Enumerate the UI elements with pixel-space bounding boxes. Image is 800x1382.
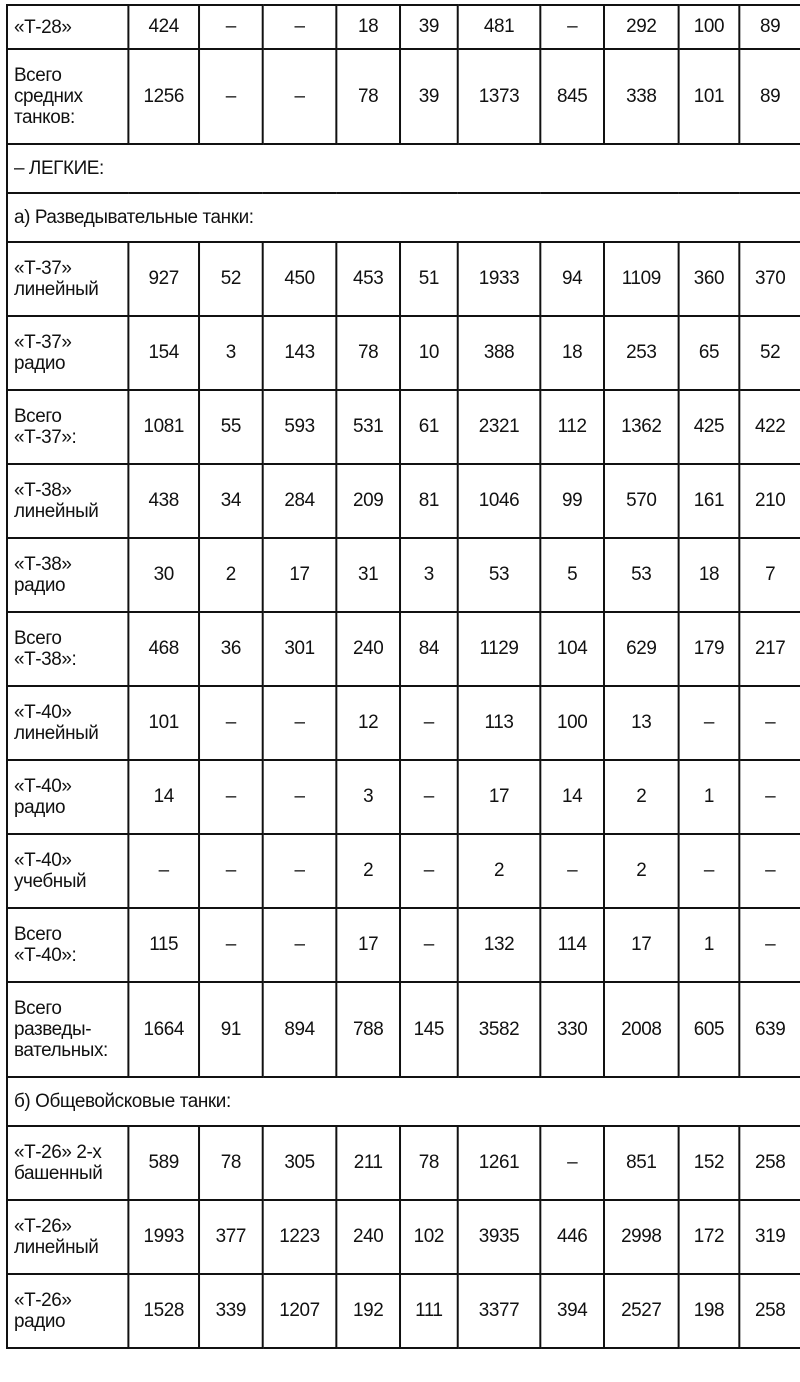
table-cell: 210: [739, 464, 800, 538]
table-cell: 209: [336, 464, 400, 538]
table-cell: 481: [458, 5, 541, 49]
table-cell: –: [199, 49, 263, 144]
table-cell: 132: [458, 908, 541, 982]
row-label: «Т-28»: [7, 5, 128, 49]
table-cell: 172: [679, 1200, 740, 1274]
table-cell: 1664: [128, 982, 199, 1077]
table-cell: 360: [679, 242, 740, 316]
row-label: «Т-40» радио: [7, 760, 128, 834]
table-cell: 2: [604, 834, 679, 908]
table-cell: 145: [400, 982, 458, 1077]
table-cell: –: [400, 834, 458, 908]
table-body: [7, 5, 800, 1348]
table-cell: 14: [540, 760, 604, 834]
table-cell: –: [199, 760, 263, 834]
table-cell: 84: [400, 612, 458, 686]
table-cell: –: [739, 760, 800, 834]
table-row: [7, 834, 800, 908]
table-row: [7, 612, 800, 686]
table-cell: –: [679, 686, 740, 760]
table-cell: 1362: [604, 390, 679, 464]
table-cell: 788: [336, 982, 400, 1077]
table-cell: 102: [400, 1200, 458, 1274]
row-label: «Т-38» линейный: [7, 464, 128, 538]
table-cell: 1129: [458, 612, 541, 686]
table-cell: 1207: [263, 1274, 337, 1348]
table-cell: –: [400, 760, 458, 834]
table-cell: 2321: [458, 390, 541, 464]
table-cell: 639: [739, 982, 800, 1077]
table-cell: 1046: [458, 464, 541, 538]
table-cell: 179: [679, 612, 740, 686]
table-cell: 14: [128, 760, 199, 834]
table-cell: 1373: [458, 49, 541, 144]
table-cell: 36: [199, 612, 263, 686]
table-cell: 1: [679, 908, 740, 982]
table-cell: 101: [679, 49, 740, 144]
row-label: Всего «Т-37»:: [7, 390, 128, 464]
table-cell: 338: [604, 49, 679, 144]
table-cell: 319: [739, 1200, 800, 1274]
row-label: Всего средних танков:: [7, 49, 128, 144]
table-cell: 1109: [604, 242, 679, 316]
table-row: [7, 316, 800, 390]
table-cell: –: [263, 760, 337, 834]
table-cell: 253: [604, 316, 679, 390]
table-cell: 12: [336, 686, 400, 760]
table-cell: 17: [336, 908, 400, 982]
table-cell: 531: [336, 390, 400, 464]
table-cell: 5: [540, 538, 604, 612]
table-cell: –: [199, 908, 263, 982]
table-cell: 94: [540, 242, 604, 316]
table-cell: 211: [336, 1126, 400, 1200]
section-heading: – ЛЕГКИЕ:: [7, 144, 800, 193]
table-row: [7, 982, 800, 1077]
row-label: «Т-37» радио: [7, 316, 128, 390]
table-cell: 100: [540, 686, 604, 760]
table-row: [7, 686, 800, 760]
row-label: Всего разведы- вательных:: [7, 982, 128, 1077]
table-cell: 240: [336, 1200, 400, 1274]
table-row: [7, 908, 800, 982]
table-cell: 1528: [128, 1274, 199, 1348]
table-cell: 2998: [604, 1200, 679, 1274]
table-row: [7, 1126, 800, 1200]
table-cell: 111: [400, 1274, 458, 1348]
table-cell: 629: [604, 612, 679, 686]
section-row: [7, 144, 800, 193]
table-cell: 589: [128, 1126, 199, 1200]
table-cell: 53: [604, 538, 679, 612]
table-cell: 31: [336, 538, 400, 612]
table-cell: 13: [604, 686, 679, 760]
table-cell: 18: [540, 316, 604, 390]
table-row: [7, 49, 800, 144]
table-cell: 845: [540, 49, 604, 144]
table-cell: 99: [540, 464, 604, 538]
table-cell: –: [400, 686, 458, 760]
table-cell: 65: [679, 316, 740, 390]
table-cell: 424: [128, 5, 199, 49]
table-cell: 258: [739, 1274, 800, 1348]
table-cell: 217: [739, 612, 800, 686]
table-row: [7, 1200, 800, 1274]
table-cell: 52: [739, 316, 800, 390]
table-cell: 78: [336, 316, 400, 390]
row-label: «Т-40» учебный: [7, 834, 128, 908]
table-cell: 292: [604, 5, 679, 49]
table-cell: 17: [263, 538, 337, 612]
table-cell: –: [199, 686, 263, 760]
table-cell: 593: [263, 390, 337, 464]
table-cell: 2: [458, 834, 541, 908]
table-cell: –: [199, 834, 263, 908]
table-cell: 81: [400, 464, 458, 538]
table-cell: 78: [400, 1126, 458, 1200]
table-cell: 305: [263, 1126, 337, 1200]
table-cell: 101: [128, 686, 199, 760]
row-label: «Т-26» линейный: [7, 1200, 128, 1274]
table-cell: 377: [199, 1200, 263, 1274]
tank-statistics-table: [6, 4, 800, 1349]
table-cell: 30: [128, 538, 199, 612]
table-cell: –: [540, 1126, 604, 1200]
table-cell: 52: [199, 242, 263, 316]
row-label: «Т-26» 2-х башенный: [7, 1126, 128, 1200]
table-cell: 570: [604, 464, 679, 538]
table-cell: 425: [679, 390, 740, 464]
table-cell: –: [679, 834, 740, 908]
table-cell: 39: [400, 49, 458, 144]
table-cell: 1261: [458, 1126, 541, 1200]
table-row: [7, 5, 800, 49]
table-cell: –: [263, 834, 337, 908]
table-cell: –: [263, 49, 337, 144]
table-cell: 927: [128, 242, 199, 316]
table-cell: 198: [679, 1274, 740, 1348]
table-cell: 450: [263, 242, 337, 316]
table-cell: –: [739, 686, 800, 760]
table-cell: 55: [199, 390, 263, 464]
table-cell: 91: [199, 982, 263, 1077]
row-label: «Т-38» радио: [7, 538, 128, 612]
table-cell: 2: [336, 834, 400, 908]
table-cell: 446: [540, 1200, 604, 1274]
table-cell: 453: [336, 242, 400, 316]
table-cell: 2: [199, 538, 263, 612]
table-cell: 17: [604, 908, 679, 982]
table-cell: 51: [400, 242, 458, 316]
table-cell: 284: [263, 464, 337, 538]
table-cell: 370: [739, 242, 800, 316]
table-cell: 34: [199, 464, 263, 538]
table-row: [7, 390, 800, 464]
table-cell: –: [128, 834, 199, 908]
table-cell: 3935: [458, 1200, 541, 1274]
table-cell: 388: [458, 316, 541, 390]
table-cell: 114: [540, 908, 604, 982]
row-label: Всего «Т-38»:: [7, 612, 128, 686]
table-row: [7, 242, 800, 316]
table-cell: 3: [400, 538, 458, 612]
row-label: «Т-26» радио: [7, 1274, 128, 1348]
table-cell: 1081: [128, 390, 199, 464]
table-cell: 161: [679, 464, 740, 538]
table-cell: 851: [604, 1126, 679, 1200]
table-cell: 3582: [458, 982, 541, 1077]
table-cell: 112: [540, 390, 604, 464]
table-cell: –: [540, 5, 604, 49]
table-cell: 1993: [128, 1200, 199, 1274]
table-cell: 394: [540, 1274, 604, 1348]
table-cell: 100: [679, 5, 740, 49]
table-cell: 78: [199, 1126, 263, 1200]
table-cell: 422: [739, 390, 800, 464]
table-cell: 17: [458, 760, 541, 834]
table-cell: 240: [336, 612, 400, 686]
table-row: [7, 760, 800, 834]
table-cell: 258: [739, 1126, 800, 1200]
table-cell: 39: [400, 5, 458, 49]
table-cell: 1223: [263, 1200, 337, 1274]
table-cell: –: [263, 686, 337, 760]
table-cell: 2527: [604, 1274, 679, 1348]
table-cell: 1256: [128, 49, 199, 144]
table-cell: –: [400, 908, 458, 982]
table-cell: 1933: [458, 242, 541, 316]
table-cell: 7: [739, 538, 800, 612]
row-label: Всего «Т-40»:: [7, 908, 128, 982]
table-cell: 3377: [458, 1274, 541, 1348]
table-cell: 2008: [604, 982, 679, 1077]
section-heading: а) Разведывательные танки:: [7, 193, 800, 242]
table-cell: 152: [679, 1126, 740, 1200]
table-cell: 18: [336, 5, 400, 49]
table-cell: 3: [199, 316, 263, 390]
table-cell: 143: [263, 316, 337, 390]
table-cell: 192: [336, 1274, 400, 1348]
table-cell: 605: [679, 982, 740, 1077]
table-cell: –: [739, 834, 800, 908]
row-label: «Т-40» линейный: [7, 686, 128, 760]
table-cell: 89: [739, 49, 800, 144]
table-cell: 3: [336, 760, 400, 834]
table-cell: 154: [128, 316, 199, 390]
table-cell: 104: [540, 612, 604, 686]
table-cell: 330: [540, 982, 604, 1077]
table-cell: –: [739, 908, 800, 982]
table-row: [7, 464, 800, 538]
table-cell: 339: [199, 1274, 263, 1348]
table-cell: –: [263, 908, 337, 982]
table-cell: –: [540, 834, 604, 908]
table-row: [7, 538, 800, 612]
section-heading: б) Общевойсковые танки:: [7, 1077, 800, 1126]
table-cell: 301: [263, 612, 337, 686]
table-cell: 894: [263, 982, 337, 1077]
table-cell: 115: [128, 908, 199, 982]
table-row: [7, 1274, 800, 1348]
table-cell: 10: [400, 316, 458, 390]
row-label: «Т-37» линейный: [7, 242, 128, 316]
table-cell: 1: [679, 760, 740, 834]
section-row: [7, 193, 800, 242]
table-cell: 53: [458, 538, 541, 612]
table-cell: 78: [336, 49, 400, 144]
table-cell: –: [263, 5, 337, 49]
table-cell: 61: [400, 390, 458, 464]
table-cell: 18: [679, 538, 740, 612]
table-cell: 89: [739, 5, 800, 49]
section-row: [7, 1077, 800, 1126]
table-cell: –: [199, 5, 263, 49]
table-cell: 113: [458, 686, 541, 760]
table-cell: 2: [604, 760, 679, 834]
table-cell: 468: [128, 612, 199, 686]
table-cell: 438: [128, 464, 199, 538]
